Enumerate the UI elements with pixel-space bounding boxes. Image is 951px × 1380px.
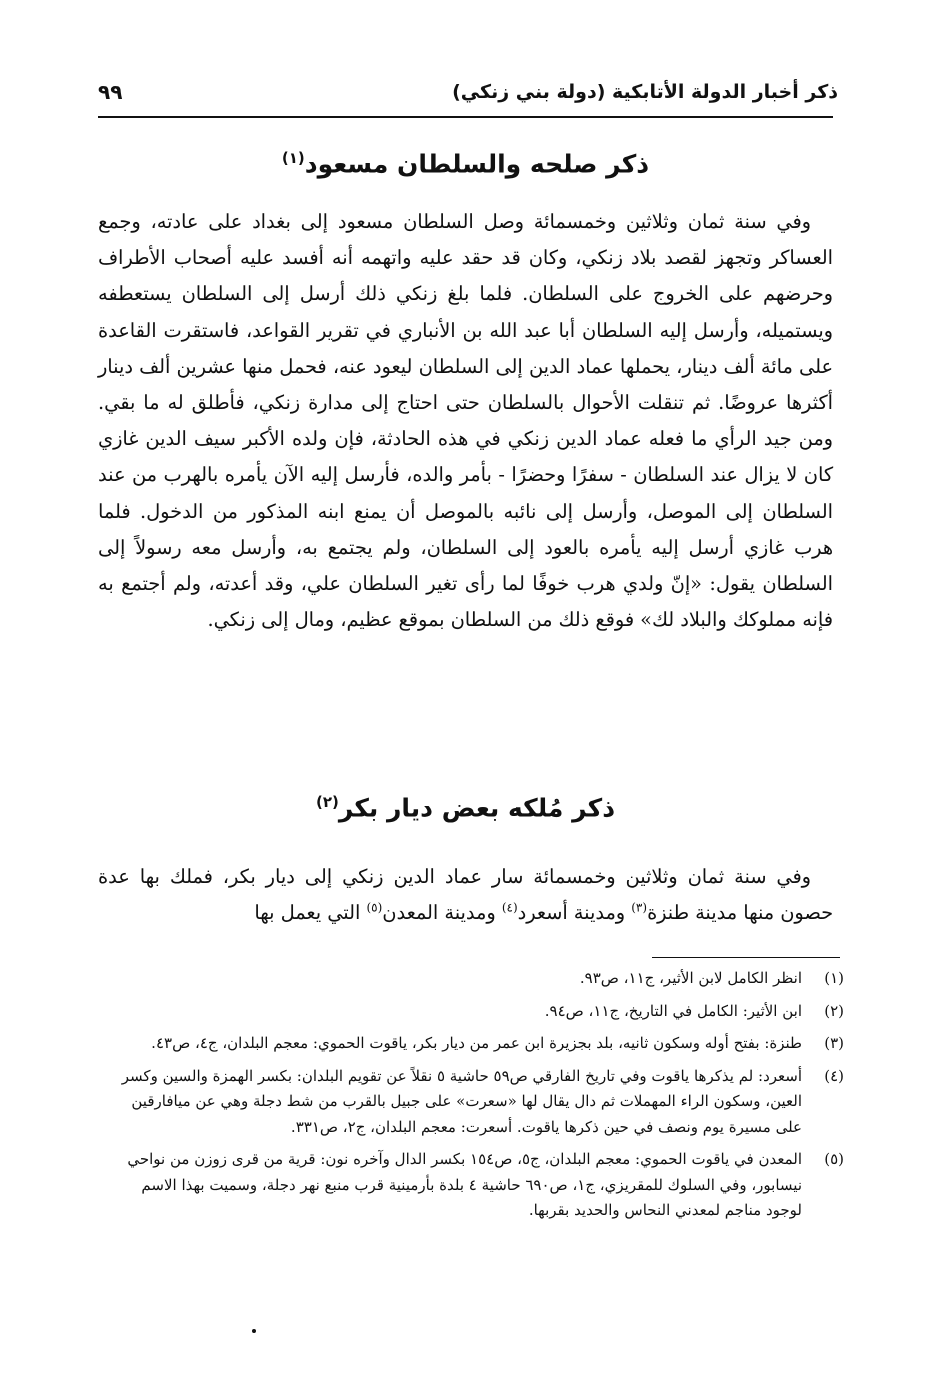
footnote-ref: (٤) (501, 900, 518, 915)
paragraph-text: ومدينة أسعرد (517, 901, 632, 925)
paragraph-text: وفي سنة ثمان وثلاثين وخمسمائة سار عماد الدين زنكي إلى ديار بكر، فملك بها عدة حصون منها مدينة طنزة (98, 865, 833, 925)
footnote-text: المعدن في ياقوت الحموي: معجم البلدان، ج٥، ص١٥٤ بكسر الدال وآخره نون: قرية من قرى زوزن من نواحي نيسابور، وفي السلوك للمقريزي، ج١، ص٦٩٠ حاشية ٤ بلدة بأرمينية قرب منبع نهر دجلة، وسميت بهذا الاسم لوجود مناجم لمعدني النحاس والحديد بقربها. (127, 1150, 802, 1219)
footnote-text: أسعرد: لم يذكرها ياقوت وفي تاريخ الفارقي ص٥٩ حاشية ٥ نقلاً عن تقويم البلدان: بكسر الهمزة والسين وكسر العين، وسكون الراء المهملات ثم دال يقال لها «سعرت» على جبيل بالقرب من شط دجلة وهي عن ميافارقين على مسيرة يوم ونصف في حين ذكرها ياقوت. أسعرت: معجم البلدان، ج٢، ص٣٣١. (121, 1066, 802, 1136)
page-number: ٩٩ (98, 80, 123, 104)
section-heading-diyar-bakr (98, 784, 833, 826)
footnote-ref: (٣) (631, 900, 648, 915)
footnote-number: (٢) (824, 1001, 844, 1020)
footnote-number: (١) (824, 969, 844, 987)
heading-text: ذكر مُلكه بعض ديار بكر (338, 793, 616, 823)
footnote-text: انظر الكامل لابن الأثير، ج١١، ص٩٣. (579, 969, 802, 987)
heading-text: ذكر صلحه والسلطان مسعود (304, 149, 650, 179)
footnote-text: ابن الأثير: الكامل في التاريخ، ج١١، ص٩٤. (544, 1001, 802, 1020)
footnote-text: طنزة: بفتح أوله وسكون ثانيه، بلد بجزيرة ابن عمر من ديار بكر، ياقوت الحموي: معجم البلدان، ج٤، ص٤٣. (151, 1034, 802, 1052)
paragraph-text: ومدينة المعدن (382, 901, 502, 925)
footnote-ref: (٥) (366, 900, 383, 915)
footnote-number: (٤) (824, 1066, 844, 1085)
footnote-rule (652, 957, 840, 958)
footnotes (106, 966, 844, 1231)
end-mark-dot (252, 1329, 256, 1333)
header-rule (98, 116, 833, 118)
paragraph-text: التي يعمل بها (254, 901, 367, 925)
section-paragraph (98, 859, 833, 931)
footnote (106, 1064, 844, 1141)
footnote (106, 1147, 844, 1224)
footnote (106, 999, 844, 1025)
footnote-number: (٥) (824, 1150, 844, 1168)
heading-footnote-ref: (٢) (315, 793, 339, 811)
running-title: ذكر أخبار الدولة الأتابكية (دولة بني زنكي) (452, 81, 838, 103)
footnote-number: (٣) (824, 1034, 844, 1052)
footnote (106, 966, 844, 992)
heading-footnote-ref: (١) (281, 149, 305, 167)
footnote (106, 1031, 844, 1057)
paragraph-text: وفي سنة ثمان وثلاثين وخمسمائة وصل السلطان مسعود إلى بغداد على عادته، وجمع العساكر وتجهز لقصد بلاد زنكي، وكان قد حقد عليه واتهمه أنه أفسد عليه أصحاب الأطراف وحرضهم على الخروج على السلطان. فلما بلغ زنكي ذلك أرسل إلى السلطان يستعطفه ويستميله، وأرسل إليه السلطان أبا عبد الله بن الأنباري في تقرير القواعد، فاستقرت القاعدة على مائة ألف دينار، يحملها عماد الدين إلى السلطان ليعود عنه، فحمل منها عشرين ألف دينار أكثرها عروضًا. ثم تنقلت الأحوال بالسلطان حتى احتاج إلى مدارة زنكي، فأطلق له ما بقي. ومن جيد الرأي ما فعله عماد الدين زنكي في هذه الحادثة، فإن ولده الأكبر سيف الدين غازي كان لا يزال عند السلطان - سفرًا وحضرًا - بأمر والده، فأرسل إليه الآن يأمره بالهرب من عند السلطان إلى الموصل، وأرسل إلى نائبه بالموصل أن يمنع ابنه المذكور من الدخول. فلما هرب غازي أرسل إليه يأمره بالعود إلى السلطان، ولم يجتمع به، وأرسل معه رسولاً إلى السلطان يقول: «إنّ ولدي هرب خوفًا لما رأى تغير السلطان علي، وقد أعدته، ولم أجتمع به فإنه مملوكك والبلاد لك» فوقع ذلك من السلطان بموقع عظيم، ومال إلى زنكي. (98, 210, 833, 632)
section-heading-reconciliation (98, 140, 833, 182)
section-paragraph (98, 204, 833, 638)
